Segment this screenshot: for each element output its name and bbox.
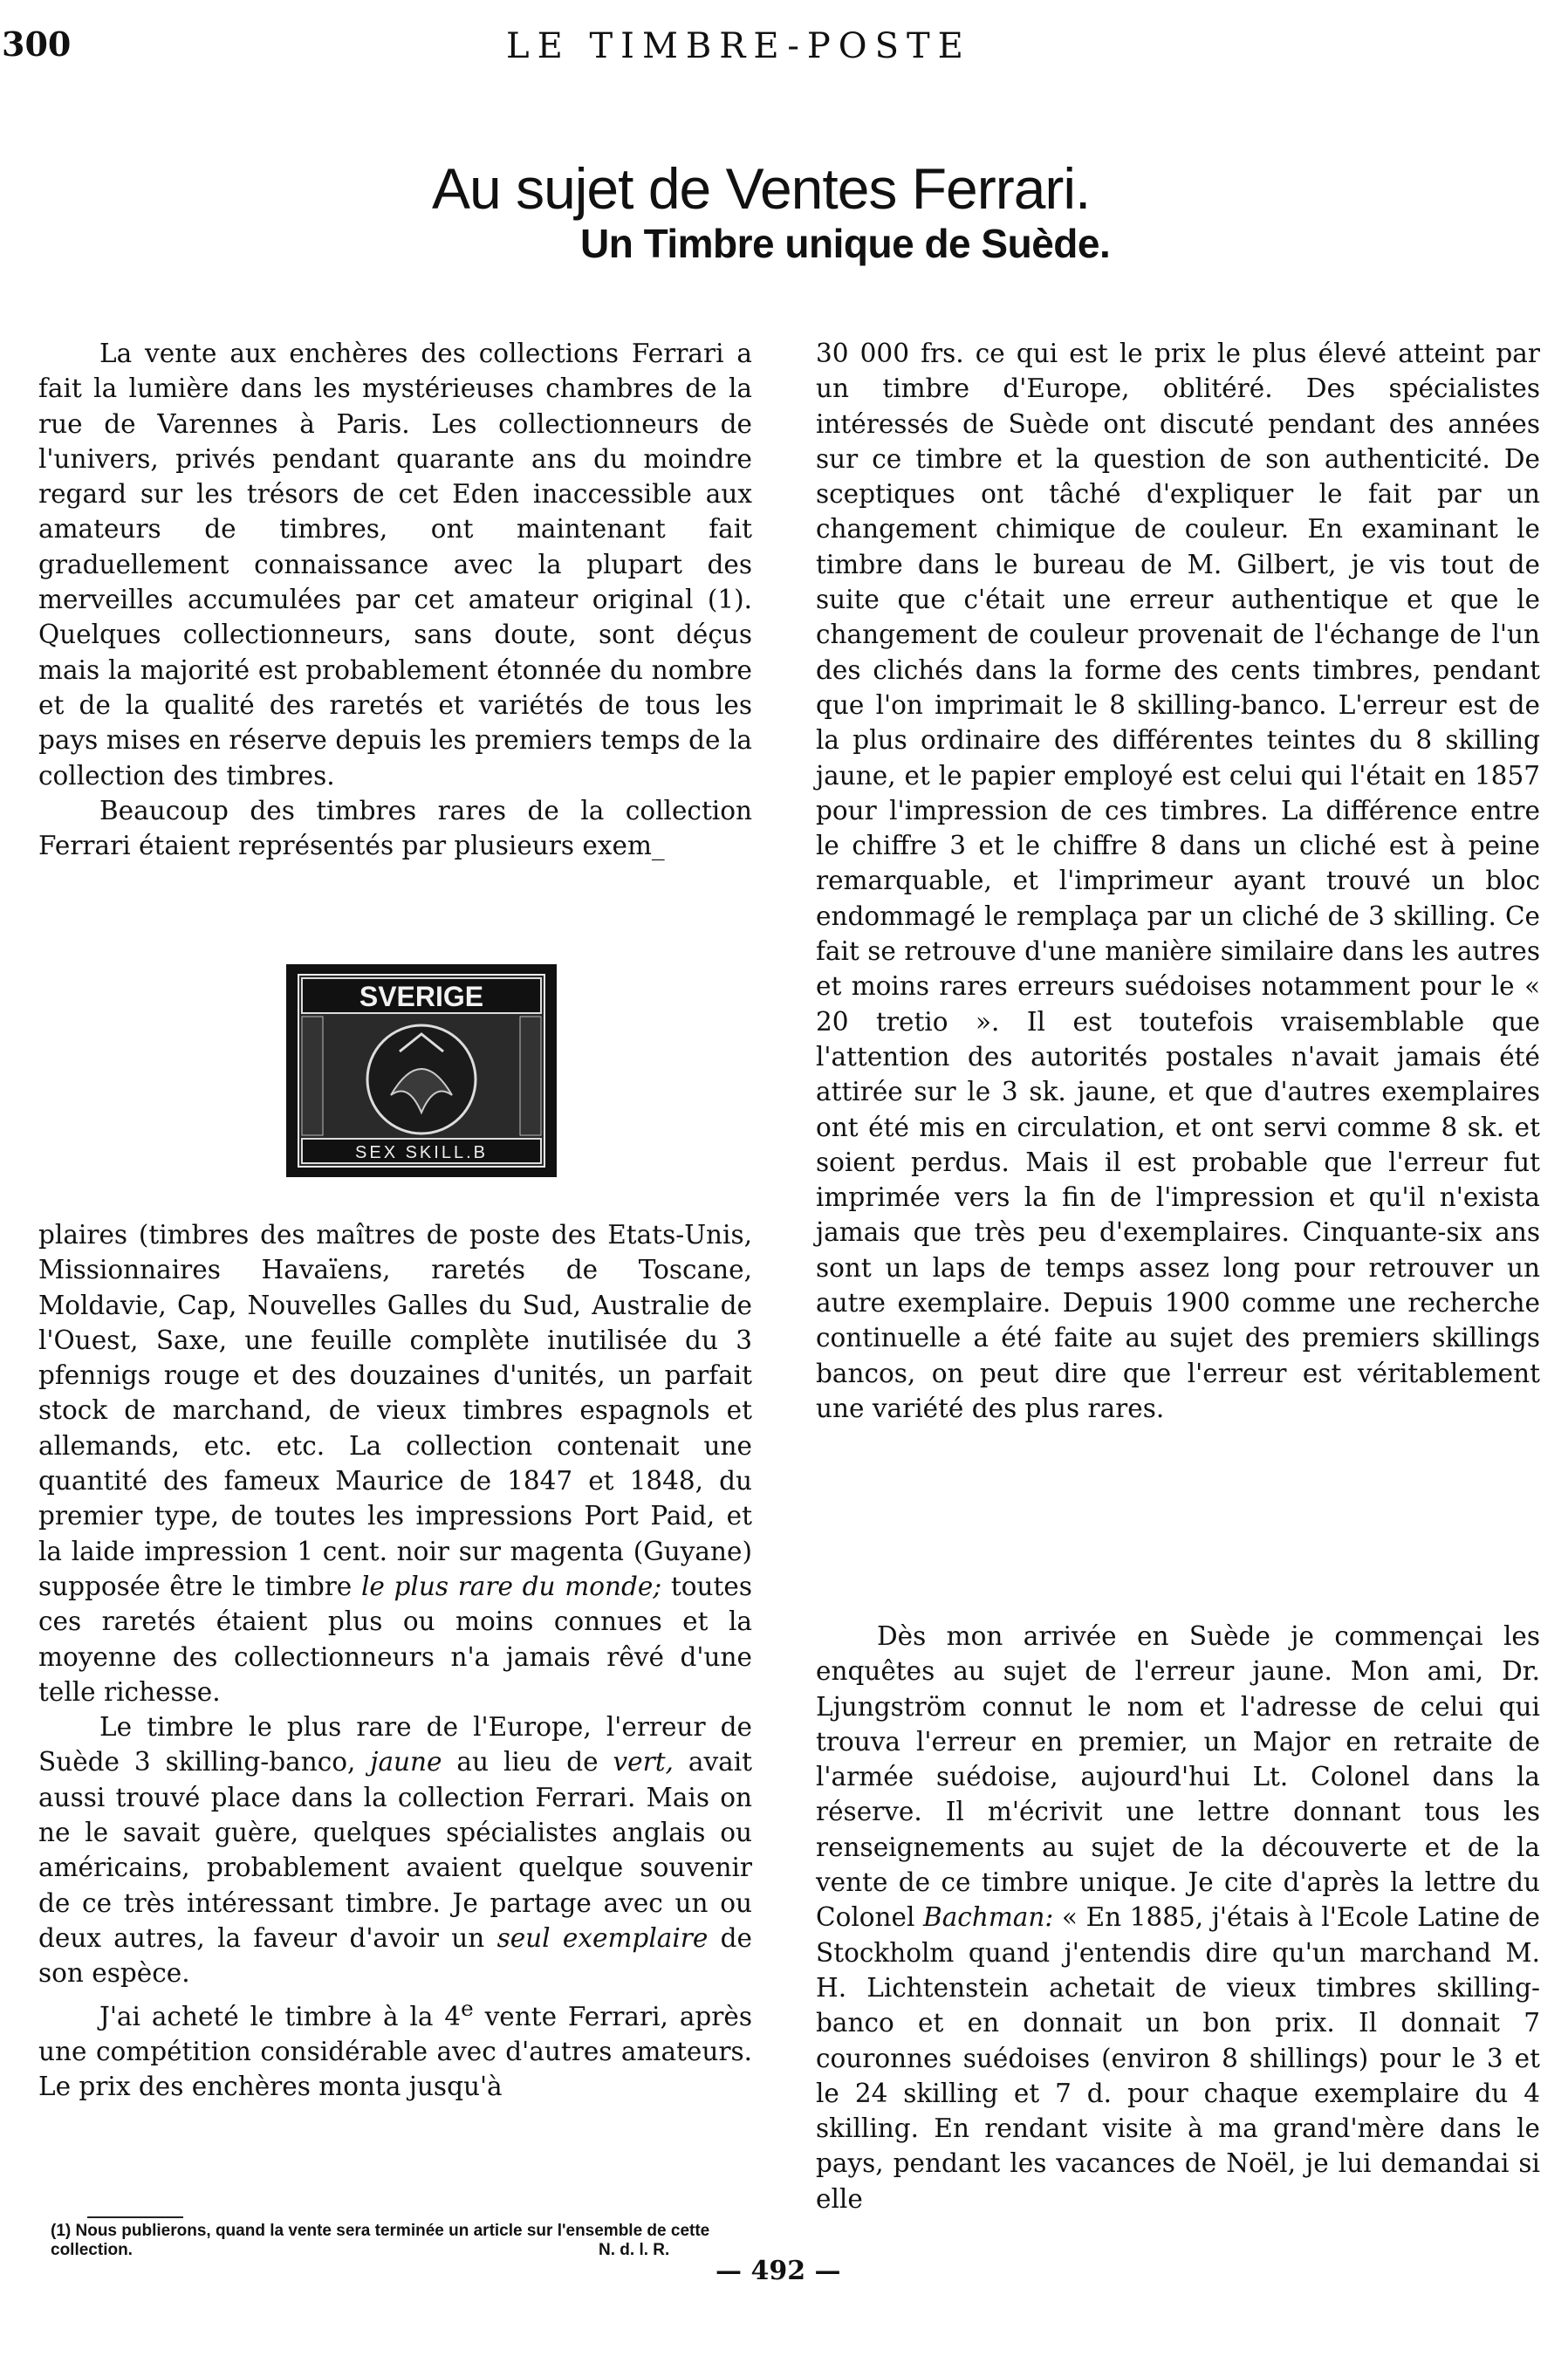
text-run: Le timbre le plus rare de l'Europe, l'erreur de Suède 3 skilling-banco, bbox=[38, 1712, 752, 1778]
stamp-svg bbox=[286, 964, 557, 1177]
stamp-illustration bbox=[286, 964, 557, 1177]
folio: — 492 — bbox=[716, 2256, 841, 2286]
text-run: « En 1885, j'étais à l'Ecole Latine de Stockholm quand j'entendis dire qu'un marchand M. H. Lichtenstein achetait de vieux timbres skilling-banco et en donnait un bon prix. Il donnait 7 couronnes suédoises (environ 8 shillings) pour le 3 et le 24 skilling et 7 d. pour chaque exemplaire du 4 skilling. En rendant visite à ma grand'mère dans le pays, pendant les vacances de Noël, je lui demandai si elle bbox=[816, 1902, 1541, 2214]
italic-run: Bachman: bbox=[923, 1902, 1054, 1933]
text-run: plaires (timbres des maîtres de poste des Etats-Unis, Missionnaires Havaïens, raretés de Toscane, Moldavie, Cap, Nouvelles Galles du Sud, Australie de l'Ouest, Saxe, une feuille complète inutilisée du 3 pfennigs rouge et des douzaines d'unités, un parfait stock de marchand, de vieux timbres espagnols et allemands, etc. etc. La collection contenait une quantité des fameux Maurice de 1847 et 1848, du premier type, de toutes les impressions Port Paid, et la laide impression 1 cent. noir sur magenta (Guyane) supposée être le timbre bbox=[38, 1220, 752, 1601]
paragraph bbox=[38, 1991, 752, 2105]
text-run: avait aussi trouvé place dans la collection Ferrari. Mais on ne le savait guère, quelques spécialistes anglais ou américains, probablement avaient quelque souvenir de ce très intéressant timbre. Je partage avec un ou deux autres, la faveur d'avoir un bbox=[38, 1747, 752, 1953]
footnote-text: (1) Nous publierons, quand la vente sera terminée un article sur l'ensemble de cette collection. bbox=[51, 2222, 710, 2259]
left-column-bottom bbox=[38, 1217, 752, 2104]
article-title: Au sujet de Ventes Ferrari. bbox=[432, 156, 1091, 221]
paragraph bbox=[816, 1619, 1540, 2216]
article-subtitle: Un Timbre unique de Suède. bbox=[580, 221, 1111, 266]
paragraph: 30 000 frs. ce qui est le prix le plus élevé atteint par un timbre d'Europe, oblitéré. Des spécialistes intéressés de Suède ont discuté pendant des années sur ce timbre et la question de son authenticité. De sceptiques ont tâché d'expliquer le fait par un changement chimique de couleur. En examinant le timbre dans le bureau de M. Gilbert, je vis tout de suite que c'était une erreur authentique et que le changement de couleur provenait de l'échange de l'un des clichés dans la forme des cents timbres, pendant que l'on imprimait le 8 skilling-banco. L'erreur est de la plus ordinaire des différentes teintes du 8 skilling jaune, et le papier employé est celui qui l'était en 1857 pour l'impression de ces timbres. La différence entre le chiffre 3 et le chiffre 8 dans un cliché est à peine remarquable, et l'imprimeur ayant trouvé un bloc endommagé le remplaça par un cliché de 3 skilling. Ce fait se retrouve d'une manière similaire dans les autres et moins rares erreurs suédoises notamment pour le « 20 tretio ». Il est toutefois vraisemblable que l'attention des autorités postales n'avait jamais été attirée sur le 3 sk. jaune, et que d'autres exemplaires ont été mis en circulation, et ont servi comme 8 sk. et soient perdus. Mais il est probable que l'erreur fut imprimée vers la fin de l'impression et qu'il n'exista jamais que très peu d'exemplaires. Cinquante-six ans sont un laps de temps assez long pour retrouver un autre exemplaire. Depuis 1900 comme une recherche continuelle a été faite au sujet des premiers skillings bancos, on peut dire que l'erreur est véritablement une variété des plus rares. bbox=[816, 339, 1540, 1423]
right-column-top bbox=[816, 336, 1540, 1426]
text-run: au lieu de bbox=[442, 1747, 613, 1778]
paragraph: La vente aux enchères des collections Ferrari a fait la lumière dans les mystérieuses chambres de la rue de Varennes à Paris. Les collectionneurs de l'univers, privés pendant quarante ans du moindre regard sur les trésors de cet Eden inaccessible aux amateurs de timbres, ont maintenant fait graduellement connaissance avec la plupart des merveilles accumulées par cet amateur original (1). Quelques collectionneurs, sans doute, sont déçus mais la majorité est probablement étonnée du nombre et de la qualité des raretés et variétés de tous les pays mises en réserve depuis les premiers temps de la collection des timbres. bbox=[38, 339, 752, 791]
superscript: e bbox=[461, 1995, 474, 2021]
right-column-bottom bbox=[816, 1619, 1540, 2216]
stamp-top-text: SVERIGE bbox=[359, 981, 484, 1012]
italic-run: seul exemplaire bbox=[496, 1922, 709, 1953]
footnote-signature: N. d. l. R. bbox=[599, 2241, 670, 2259]
left-column-top bbox=[38, 336, 752, 863]
page-number: 300 bbox=[2, 24, 72, 64]
text-run: J'ai acheté le timbre à la 4 bbox=[99, 2001, 462, 2031]
text-run: vente Ferrari, après une compétition considérable avec d'autres amateurs. Le prix des enchères monta jusqu'à bbox=[38, 2001, 752, 2101]
italic-run: vert, bbox=[613, 1747, 674, 1778]
paragraph bbox=[38, 1709, 752, 1990]
footnote bbox=[51, 2222, 766, 2260]
stamp-bottom-text: SEX SKILL.B bbox=[355, 1143, 488, 1162]
footnote-rule bbox=[87, 2216, 183, 2218]
italic-run: jaune bbox=[370, 1747, 442, 1778]
italic-run: le plus rare du monde; bbox=[360, 1571, 662, 1601]
paragraph bbox=[38, 1217, 752, 1709]
text-run: Dès mon arrivée en Suède je commençai les enquêtes au sujet de l'erreur jaune. Mon ami, Dr. Ljungström connut le nom et l'adresse de celui qui trouva l'erreur en premier, un Major en retraite de l'armée suédoise, aujourd'hui Lt. Colonel dans la réserve. Il m'écrivit une lettre donnant tous les renseignements au sujet de la découverte et de la vente de ce timbre unique. Je cite d'après la lettre du Colonel bbox=[816, 1621, 1540, 1933]
text-run: de son espèce. bbox=[38, 1922, 752, 1989]
journal-title: LE TIMBRE-POSTE bbox=[506, 26, 971, 66]
text-run: toutes ces raretés étaient plus ou moins connues et la moyenne des collectionneurs n'a jamais rêvé d'une telle richesse. bbox=[38, 1571, 752, 1707]
paragraph: Beaucoup des timbres rares de la collection Ferrari étaient représentés par plusieurs exem_ bbox=[38, 795, 752, 861]
